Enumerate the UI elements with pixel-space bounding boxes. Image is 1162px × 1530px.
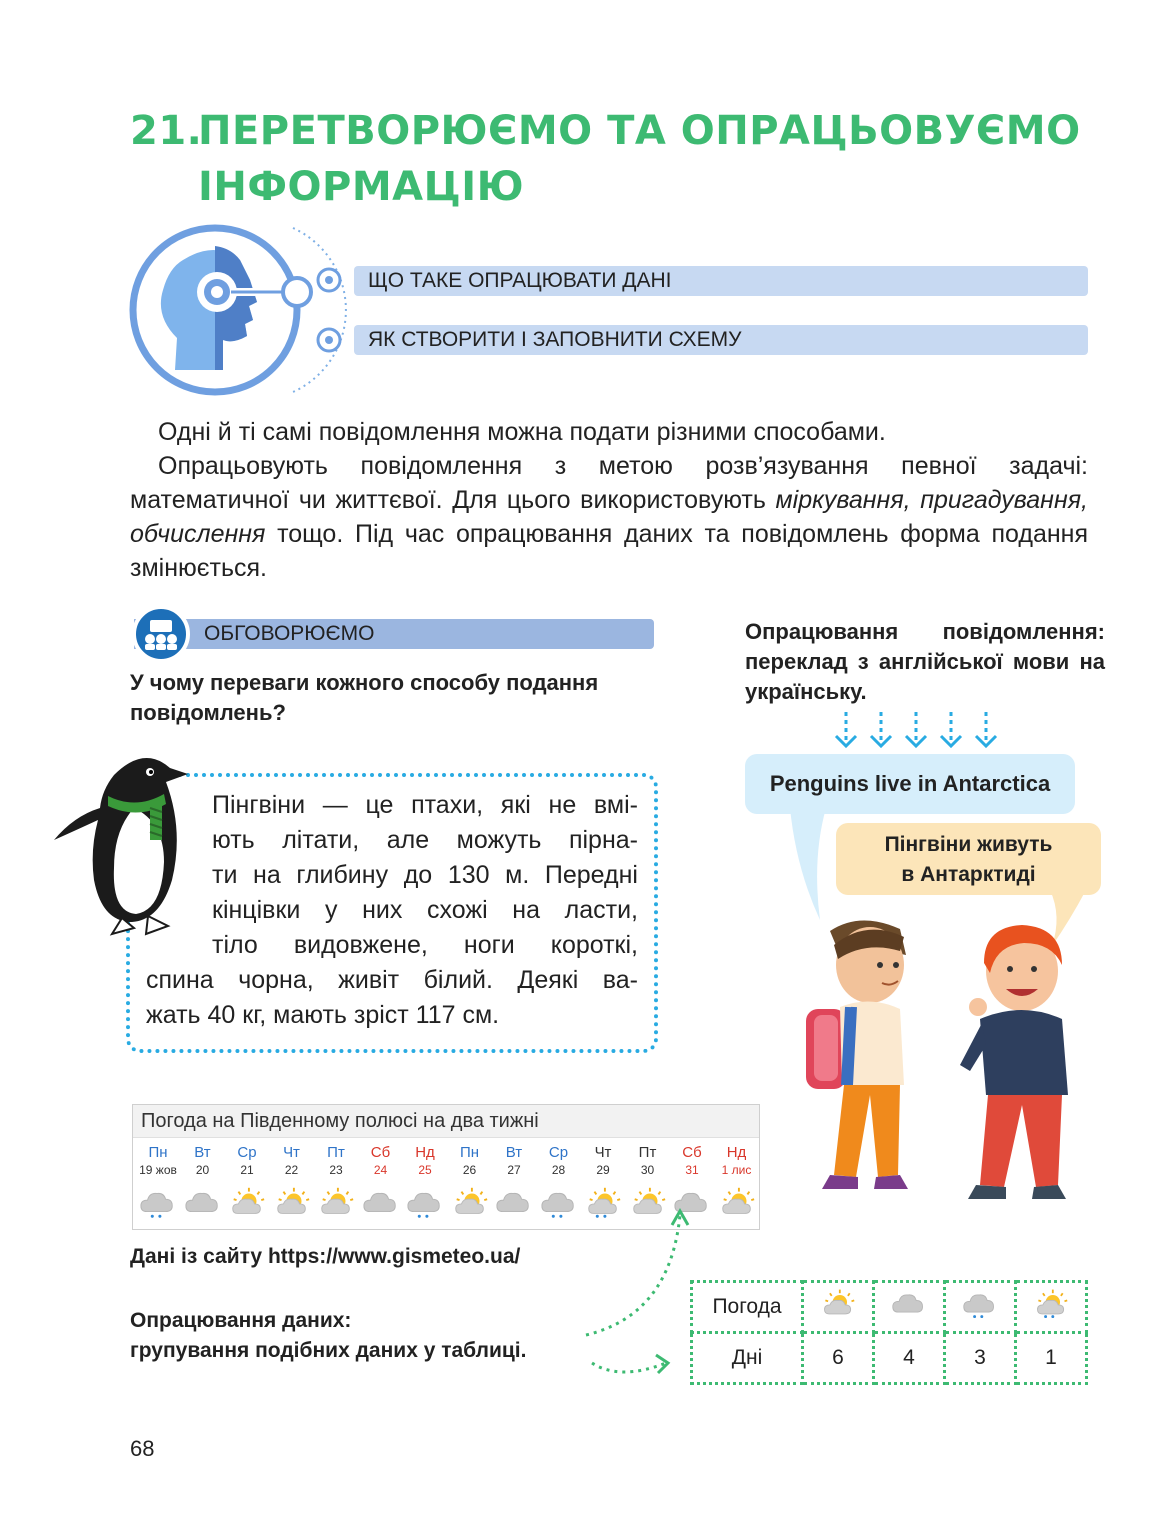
- penguin-text: Пінгвіни — це птахи, які не вмі- ють літати, але можуть пірна- ти на глибину до 130 м. Передні кінцівки у них схожі на ласти, тіло видовжене, ноги короткі, спина чорна, живіт білий. Деякі ва- жать 40 кг, мають зріст 117 см.: [146, 791, 638, 1029]
- weather-day-of-week: Чт: [283, 1144, 300, 1161]
- chapter-number: 21.: [130, 108, 203, 154]
- processing-heading: Опрацювання даних: групування подібних даних у таблиці.: [130, 1309, 527, 1362]
- goal-bar-1: ЩО ТАКЕ ОПРАЦЮВАТИ ДАНІ: [354, 266, 1088, 296]
- summary-count: 1: [1016, 1333, 1087, 1384]
- weather-day: [536, 1144, 582, 1225]
- sun-cloud-icon: [820, 1302, 856, 1325]
- sun-cloud-icon: [313, 1186, 359, 1225]
- intro-text: [130, 415, 1088, 585]
- page-title-line2: ІНФОРМАЦІЮ: [198, 164, 525, 210]
- cloud-icon: [180, 1186, 226, 1225]
- weather-date: 23: [329, 1163, 343, 1177]
- boys-illustration: [800, 915, 1090, 1200]
- arrow-down-icons: [832, 710, 1002, 750]
- summary-table: [690, 1280, 1088, 1385]
- summary-row-weather: [692, 1282, 1087, 1333]
- weather-date: 19 жов: [139, 1163, 177, 1177]
- weather-day-of-week: Ср: [237, 1144, 257, 1161]
- intro-paragraph-2: Опрацьовують повідомлення з метою розв’язування певної задачі: математичної чи життєвої. Для цього використовують міркування, пригадування, обчислення тощо. Під час опрацювання даних та повідомлень форма подання змінюється.: [130, 452, 1088, 582]
- weather-date: 28: [551, 1163, 566, 1177]
- cloud-snow-icon: [962, 1302, 998, 1325]
- weather-day: [714, 1144, 760, 1225]
- weather-day: [180, 1144, 226, 1225]
- translation-heading: Опрацювання повідомлення: переклад з англійської мови на українську.: [745, 619, 1105, 704]
- weather-date: 29: [596, 1163, 610, 1177]
- weather-date: 21: [240, 1163, 254, 1177]
- weather-date: 26: [462, 1163, 477, 1177]
- page-number: 68: [130, 1436, 155, 1461]
- weather-day: [313, 1144, 359, 1225]
- cloud-snow-icon: [402, 1186, 448, 1225]
- cloud-snow-icon: [536, 1186, 582, 1225]
- weather-day-of-week: Пт: [327, 1144, 345, 1161]
- weather-day: [402, 1144, 448, 1225]
- intro-paragraph-1: Одні й ті самі повідомлення можна подати різними способами.: [158, 418, 886, 446]
- head-gear-icon: [125, 220, 355, 400]
- weather-day: [269, 1144, 315, 1225]
- weather-date: 22: [284, 1163, 299, 1177]
- summary-icon-cell: [874, 1282, 945, 1333]
- weather-day: [447, 1144, 493, 1225]
- weather-day-of-week: Сб: [682, 1144, 702, 1161]
- weather-widget-header: Погода на Південному полюсі на два тижні: [133, 1105, 759, 1138]
- weather-day-of-week: Сб: [370, 1144, 391, 1161]
- weather-date: 31: [685, 1163, 699, 1177]
- weather-day-of-week: Вт: [505, 1144, 523, 1161]
- weather-day-of-week: Нд: [726, 1144, 747, 1161]
- sun-snow-icon: [1033, 1302, 1069, 1325]
- summary-label-days: Дні: [692, 1333, 803, 1384]
- cloud-icon: [491, 1186, 537, 1225]
- cloud-icon: [891, 1302, 927, 1325]
- weather-day-of-week: Нд: [415, 1144, 435, 1161]
- weather-day: [358, 1144, 404, 1225]
- weather-date: 27: [507, 1163, 521, 1177]
- speech-bubble-english: Penguins live in Antarctica: [745, 754, 1075, 814]
- sun-cloud-icon: [269, 1186, 315, 1225]
- bubble-tail-english: [790, 808, 830, 923]
- weather-day-of-week: Пт: [638, 1144, 657, 1161]
- weather-date: 20: [195, 1163, 210, 1177]
- weather-day-of-week: Пн: [459, 1144, 480, 1161]
- weather-date: 30: [640, 1163, 655, 1177]
- weather-day-of-week: Ср: [548, 1144, 569, 1161]
- goal-bar-2: ЯК СТВОРИТИ І ЗАПОВНИТИ СХЕМУ: [354, 325, 1088, 355]
- summary-count: 3: [945, 1333, 1016, 1384]
- speech-bubble-ukrainian: Пінгвіни живуть в Антарктиді: [836, 823, 1101, 895]
- summary-label-weather: Погода: [692, 1282, 803, 1333]
- sun-cloud-icon: [224, 1186, 270, 1225]
- cloud-snow-icon: [135, 1186, 181, 1225]
- weather-day-of-week: Чт: [594, 1144, 612, 1161]
- weather-date: 1 лис: [721, 1163, 752, 1177]
- summary-icon-cell: [803, 1282, 874, 1333]
- discuss-icon: [132, 605, 190, 663]
- dotted-arrows: [580, 1195, 690, 1390]
- weather-day-of-week: Вт: [194, 1144, 211, 1161]
- data-source: Дані із сайту https://www.gismeteo.ua/: [130, 1245, 521, 1268]
- summary-count: 4: [874, 1333, 945, 1384]
- summary-row-days: [692, 1333, 1087, 1384]
- discuss-bar: ОБГОВОРЮЄМО: [134, 619, 654, 649]
- weather-day: [224, 1144, 270, 1225]
- summary-icon-cell: [1016, 1282, 1087, 1333]
- sun-cloud-icon: [447, 1186, 493, 1225]
- summary-icon-cell: [945, 1282, 1016, 1333]
- penguin-illustration: [52, 750, 212, 940]
- cloud-icon: [358, 1186, 404, 1225]
- discuss-question: У чому переваги кожного способу подання повідомлень?: [130, 670, 599, 725]
- page-title-line1: ПЕРЕТВОРЮЄМО ТА ОПРАЦЬОВУЄМО: [198, 108, 1081, 154]
- weather-date: 24: [373, 1163, 388, 1177]
- weather-date: 25: [418, 1163, 432, 1177]
- weather-day: [135, 1144, 181, 1225]
- weather-day: [491, 1144, 537, 1225]
- summary-count: 6: [803, 1333, 874, 1384]
- sun-cloud-icon: [714, 1186, 760, 1225]
- weather-day-of-week: Пн: [148, 1144, 168, 1161]
